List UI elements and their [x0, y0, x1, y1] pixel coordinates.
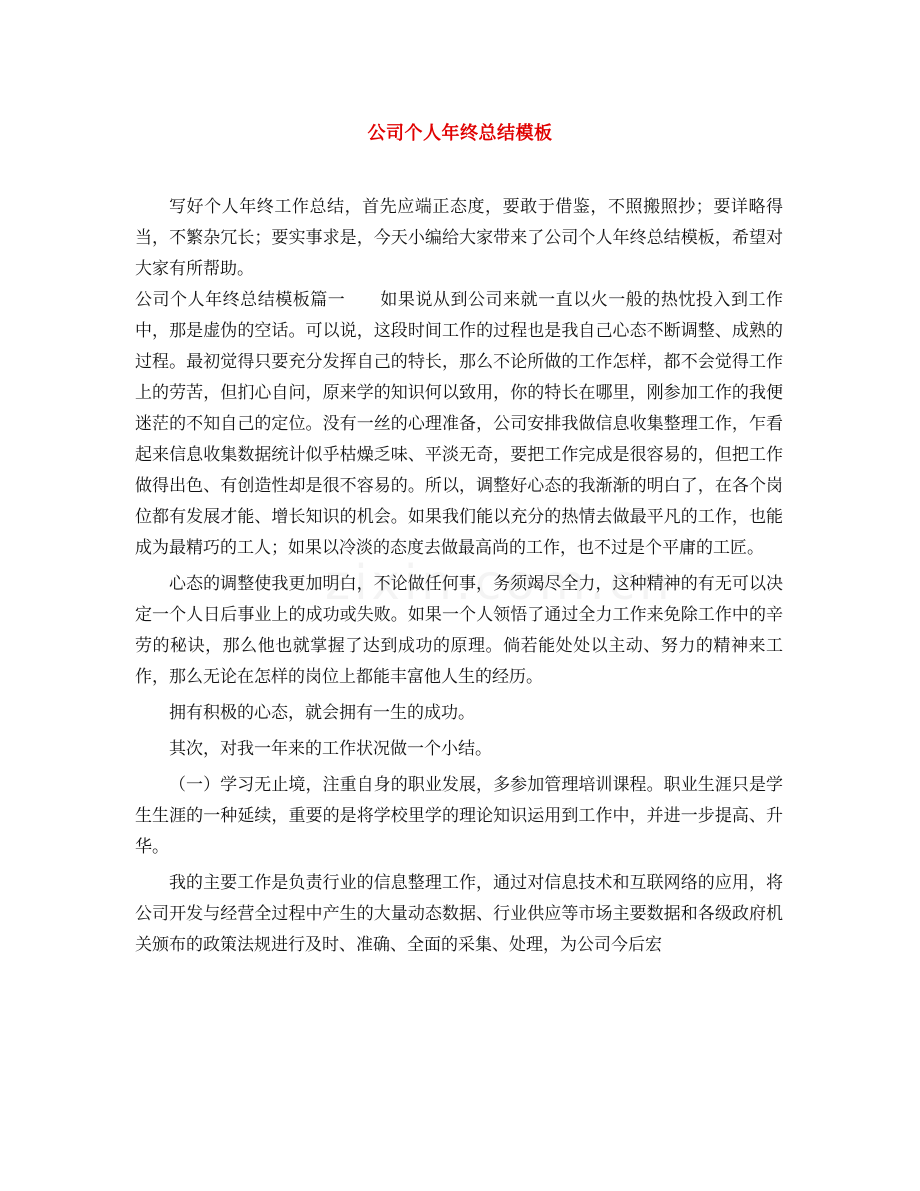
paragraph-section-one: 公司个人年终总结模板篇一 如果说从到公司来就一直以火一般的热忱投入到工作中，那是虚伪的空话。可以说，这段时间工作的过程也是我自己心态不断调整、成熟的过程。最初觉得只要充分发挥自己的特长，那么不论所做的工作怎样，都不会觉得工作上的劳苦，但扪心自问，原来学的知识何以致用，你的特长在哪里，刚参加工作的我便迷茫的不知自己的定位。没有一丝的心理准备，公司安排我做信息收集整理工作，乍看起来信息收集数据统计似乎枯燥乏味、平淡无奇，要把工作完成是很容易的，但把工作做得出色、有创造性却是很不容易的。所以，调整好心态的我渐渐的明白了，在各个岗位都有发展才能、增长知识的机会。如果我们能以充分的热情去做最平凡的工作，也能成为最精巧的工人；如果以冷淡的态度去做最高尚的工作，也不过是个平庸的工匠。 [135, 290, 783, 558]
document-body [135, 192, 783, 961]
paragraph-mindset: 心态的调整使我更加明白，不论做任何事，务须竭尽全力，这种精神的有无可以决定一个人日后事业上的成功或失败。如果一个人领悟了通过全力工作来免除工作中的辛劳的秘诀，那么他也就掌握了达到成功的原理。倘若能处处以主动、努力的精神来工作，那么无论在怎样的岗位上都能丰富他人生的经历。 [135, 574, 783, 687]
paragraph-positive-attitude: 拥有积极的心态，就会拥有一生的成功。 [169, 703, 475, 723]
paragraph-summary-intro: 其次，对我一年来的工作状况做一个小结。 [169, 739, 492, 759]
paragraph-learning: （一）学习无止境，注重自身的职业发展，多参加管理培训课程。职业生涯只是学生生涯的一种延续，重要的是将学校里学的理论知识运用到工作中，并进一步提高、升华。 [135, 775, 783, 857]
document-title: 公司个人年终总结模板 [367, 123, 553, 144]
paragraph-intro: 写好个人年终工作总结，首先应端正态度，要敢于借鉴，不照搬照抄；要详略得当，不繁杂冗长；要实事求是，今天小编给大家带来了公司个人年终总结模板，希望对大家有所帮助。 [135, 197, 783, 279]
paragraph-main-work: 我的主要工作是负责行业的信息整理工作，通过对信息技术和互联网络的应用，将公司开发与经营全过程中产生的大量动态数据、行业供应等市场主要数据和各级政府机关颁布的政策法规进行及时、准确、全面的采集、处理，为公司今后宏 [135, 873, 783, 955]
